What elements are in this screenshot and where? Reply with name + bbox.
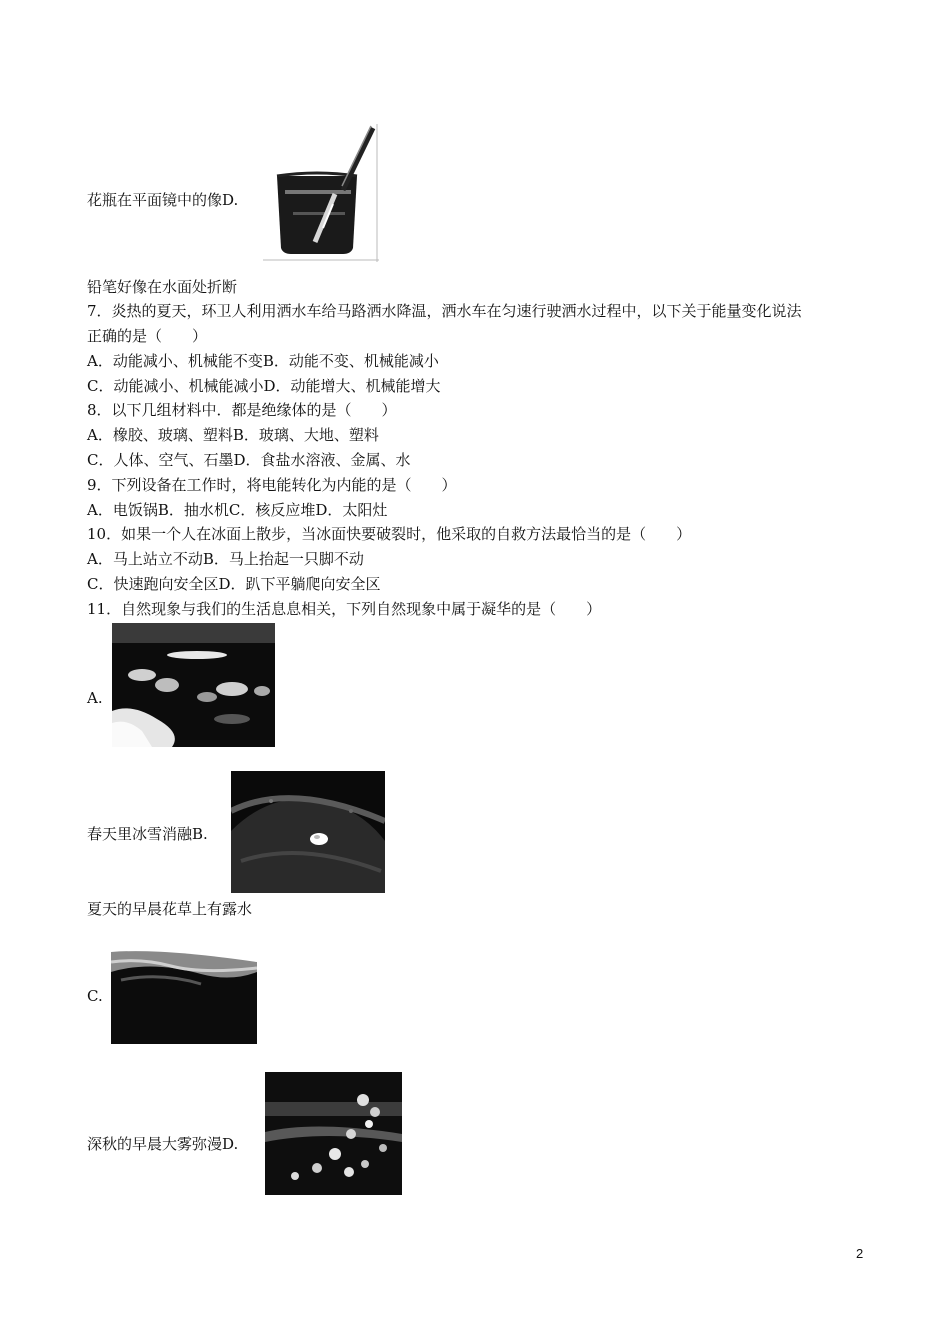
q7-stem-line1: 7．炎热的夏天，环卫人利用洒水车给马路洒水降温，洒水车在匀速行驶洒水过程中，以下关于能量变化说法 — [87, 302, 802, 320]
q9-stem: 9．下列设备在工作时，将电能转化为内能的是（ ） — [87, 476, 457, 494]
melting-snow-image — [112, 623, 275, 747]
q11-caption-b: 夏天的早晨花草上有露水 — [87, 900, 253, 918]
q8-options-ab: A．橡胶、玻璃、塑料B．玻璃、大地、塑料 — [87, 426, 379, 444]
q8-stem: 8．以下几组材料中．都是绝缘体的是（ ） — [87, 401, 397, 419]
q8-options-cd: C．人体、空气、石墨D．食盐水溶液、金属、水 — [87, 451, 411, 469]
frost-on-leaf-image — [111, 922, 257, 1044]
q11-stem: 11．自然现象与我们的生活息息相关，下列自然现象中属于凝华的是（ ） — [87, 600, 602, 618]
page-number: 2 — [856, 1246, 864, 1261]
pencil-in-water-image — [263, 124, 379, 262]
dew-on-leaf-image — [231, 771, 385, 893]
foggy-morning-image — [265, 1072, 402, 1195]
q7-options-ab: A．动能减小、机械能不变B．动能不变、机械能减小 — [87, 352, 439, 370]
q11-caption-a-and-label-b: 春天里冰雪消融B. — [87, 825, 208, 843]
q6-option-d-caption: 铅笔好像在水面处折断 — [87, 278, 238, 296]
q11-option-a-label: A. — [87, 689, 103, 707]
q10-options-ab: A．马上站立不动B．马上抬起一只脚不动 — [87, 550, 364, 568]
q6-option-c-caption: 花瓶在平面镜中的像D. — [87, 191, 239, 209]
q7-stem-line2: 正确的是（ ） — [87, 327, 208, 345]
q9-options: A．电饭锅B．抽水机C．核反应堆D．太阳灶 — [87, 501, 388, 519]
q10-stem: 10．如果一个人在冰面上散步，当冰面快要破裂时，他采取的自救方法最恰当的是（ ） — [87, 525, 692, 543]
q10-options-cd: C．快速跑向安全区D．趴下平躺爬向安全区 — [87, 575, 381, 593]
q11-caption-c-and-label-d: 深秋的早晨大雾弥漫D. — [87, 1135, 239, 1153]
q11-option-c-label: C. — [87, 987, 103, 1005]
q7-options-cd: C．动能减小、机械能减小D．动能增大、机械能增大 — [87, 377, 441, 395]
